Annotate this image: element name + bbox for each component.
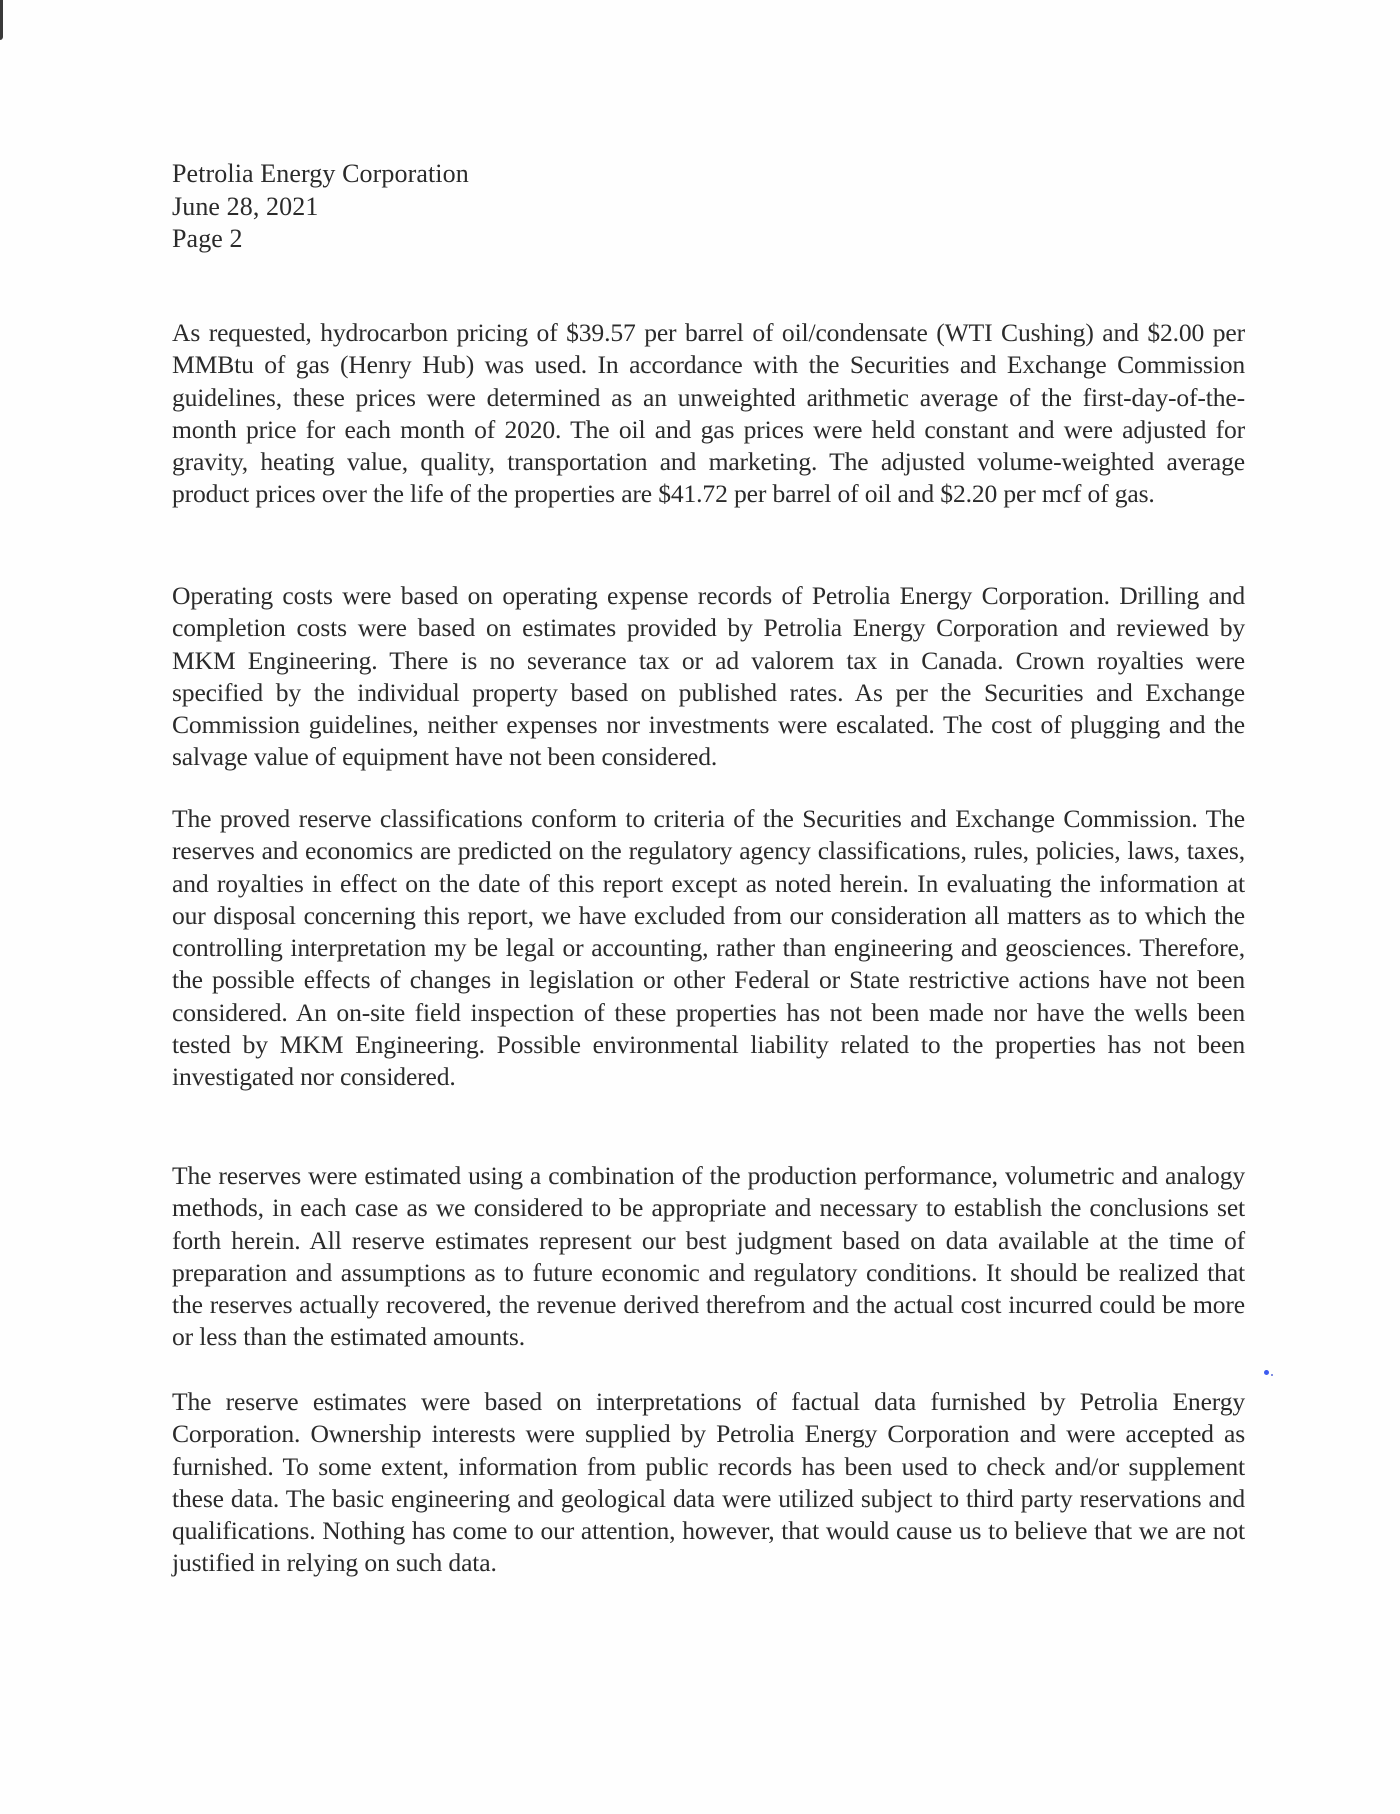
ink-speck-small (1271, 1374, 1273, 1376)
paragraph-reserve-classifications: The proved reserve classifications conform to criteria of the Securities and Exchange Commission. The reserves and economics are predicted on the regulatory agency classifications, rules, policies, laws, taxes, and royalties in effect on the date of this report except as noted herein. In evaluating the information at our disposal concerning this report, we have excluded from our consideration all matters as to which the controlling interpretation my be legal or accounting, rather than engineering and geosciences. Therefore, the possible effects of changes in legislation or other Federal or State restrictive actions have not been considered. An on-site field inspection of these properties has not been made nor have the wells been tested by MKM Engineering. Possible environmental liability related to the properties has not been investigated nor considered. (172, 804, 1245, 1092)
letter-header (172, 158, 469, 256)
scan-edge-mark (0, 0, 3, 40)
paragraph-data-sources: The reserve estimates were based on interpretations of factual data furnished by Petrolia Energy Corporation. Ownership interests were supplied by Petrolia Energy Corporation and were accepted as furnished. To some extent, information from public records has been used to check and/or supplement these data. The basic engineering and geological data were utilized subject to third party reservations and qualifications. Nothing has come to our attention, however, that would cause us to believe that we are not justified in relying on such data. (172, 1387, 1245, 1578)
paragraph-pricing: As requested, hydrocarbon pricing of $39.57 per barrel of oil/condensate (WTI Cushing) and $2.00 per MMBtu of gas (Henry Hub) was used. In accordance with the Securities and Exchange Commission guidelines, these prices were determined as an unweighted arithmetic average of the first-day-of-the-month price for each month of 2020. The oil and gas prices were held constant and were adjusted for gravity, heating value, quality, transportation and marketing. The adjusted volume-weighted average product prices over the life of the properties are $41.72 per barrel of oil and $2.20 per mcf of gas. (172, 318, 1245, 509)
recipient-company: Petrolia Energy Corporation (172, 159, 469, 188)
page-number: Page 2 (172, 224, 243, 253)
paragraph-estimation-methods: The reserves were estimated using a combination of the production performance, volumetric and analogy methods, in each case as we considered to be appropriate and necessary to establish the conclusions set forth herein. All reserve estimates represent our best judgment based on data available at the time of preparation and assumptions as to future economic and regulatory conditions. It should be realized that the reserves actually recovered, the revenue derived therefrom and the actual cost incurred could be more or less than the estimated amounts. (172, 1161, 1245, 1352)
paragraph-operating-costs: Operating costs were based on operating expense records of Petrolia Energy Corporation. Drilling and completion costs were based on estimates provided by Petrolia Energy Corporation and reviewed by MKM Engineering. There is no severance tax or ad valorem tax in Canada. Crown royalties were specified by the individual property based on published rates. As per the Securities and Exchange Commission guidelines, neither expenses nor investments were escalated. The cost of plugging and the salvage value of equipment have not been considered. (172, 581, 1245, 772)
ink-speck (1264, 1370, 1269, 1375)
letter-date: June 28, 2021 (172, 191, 319, 221)
